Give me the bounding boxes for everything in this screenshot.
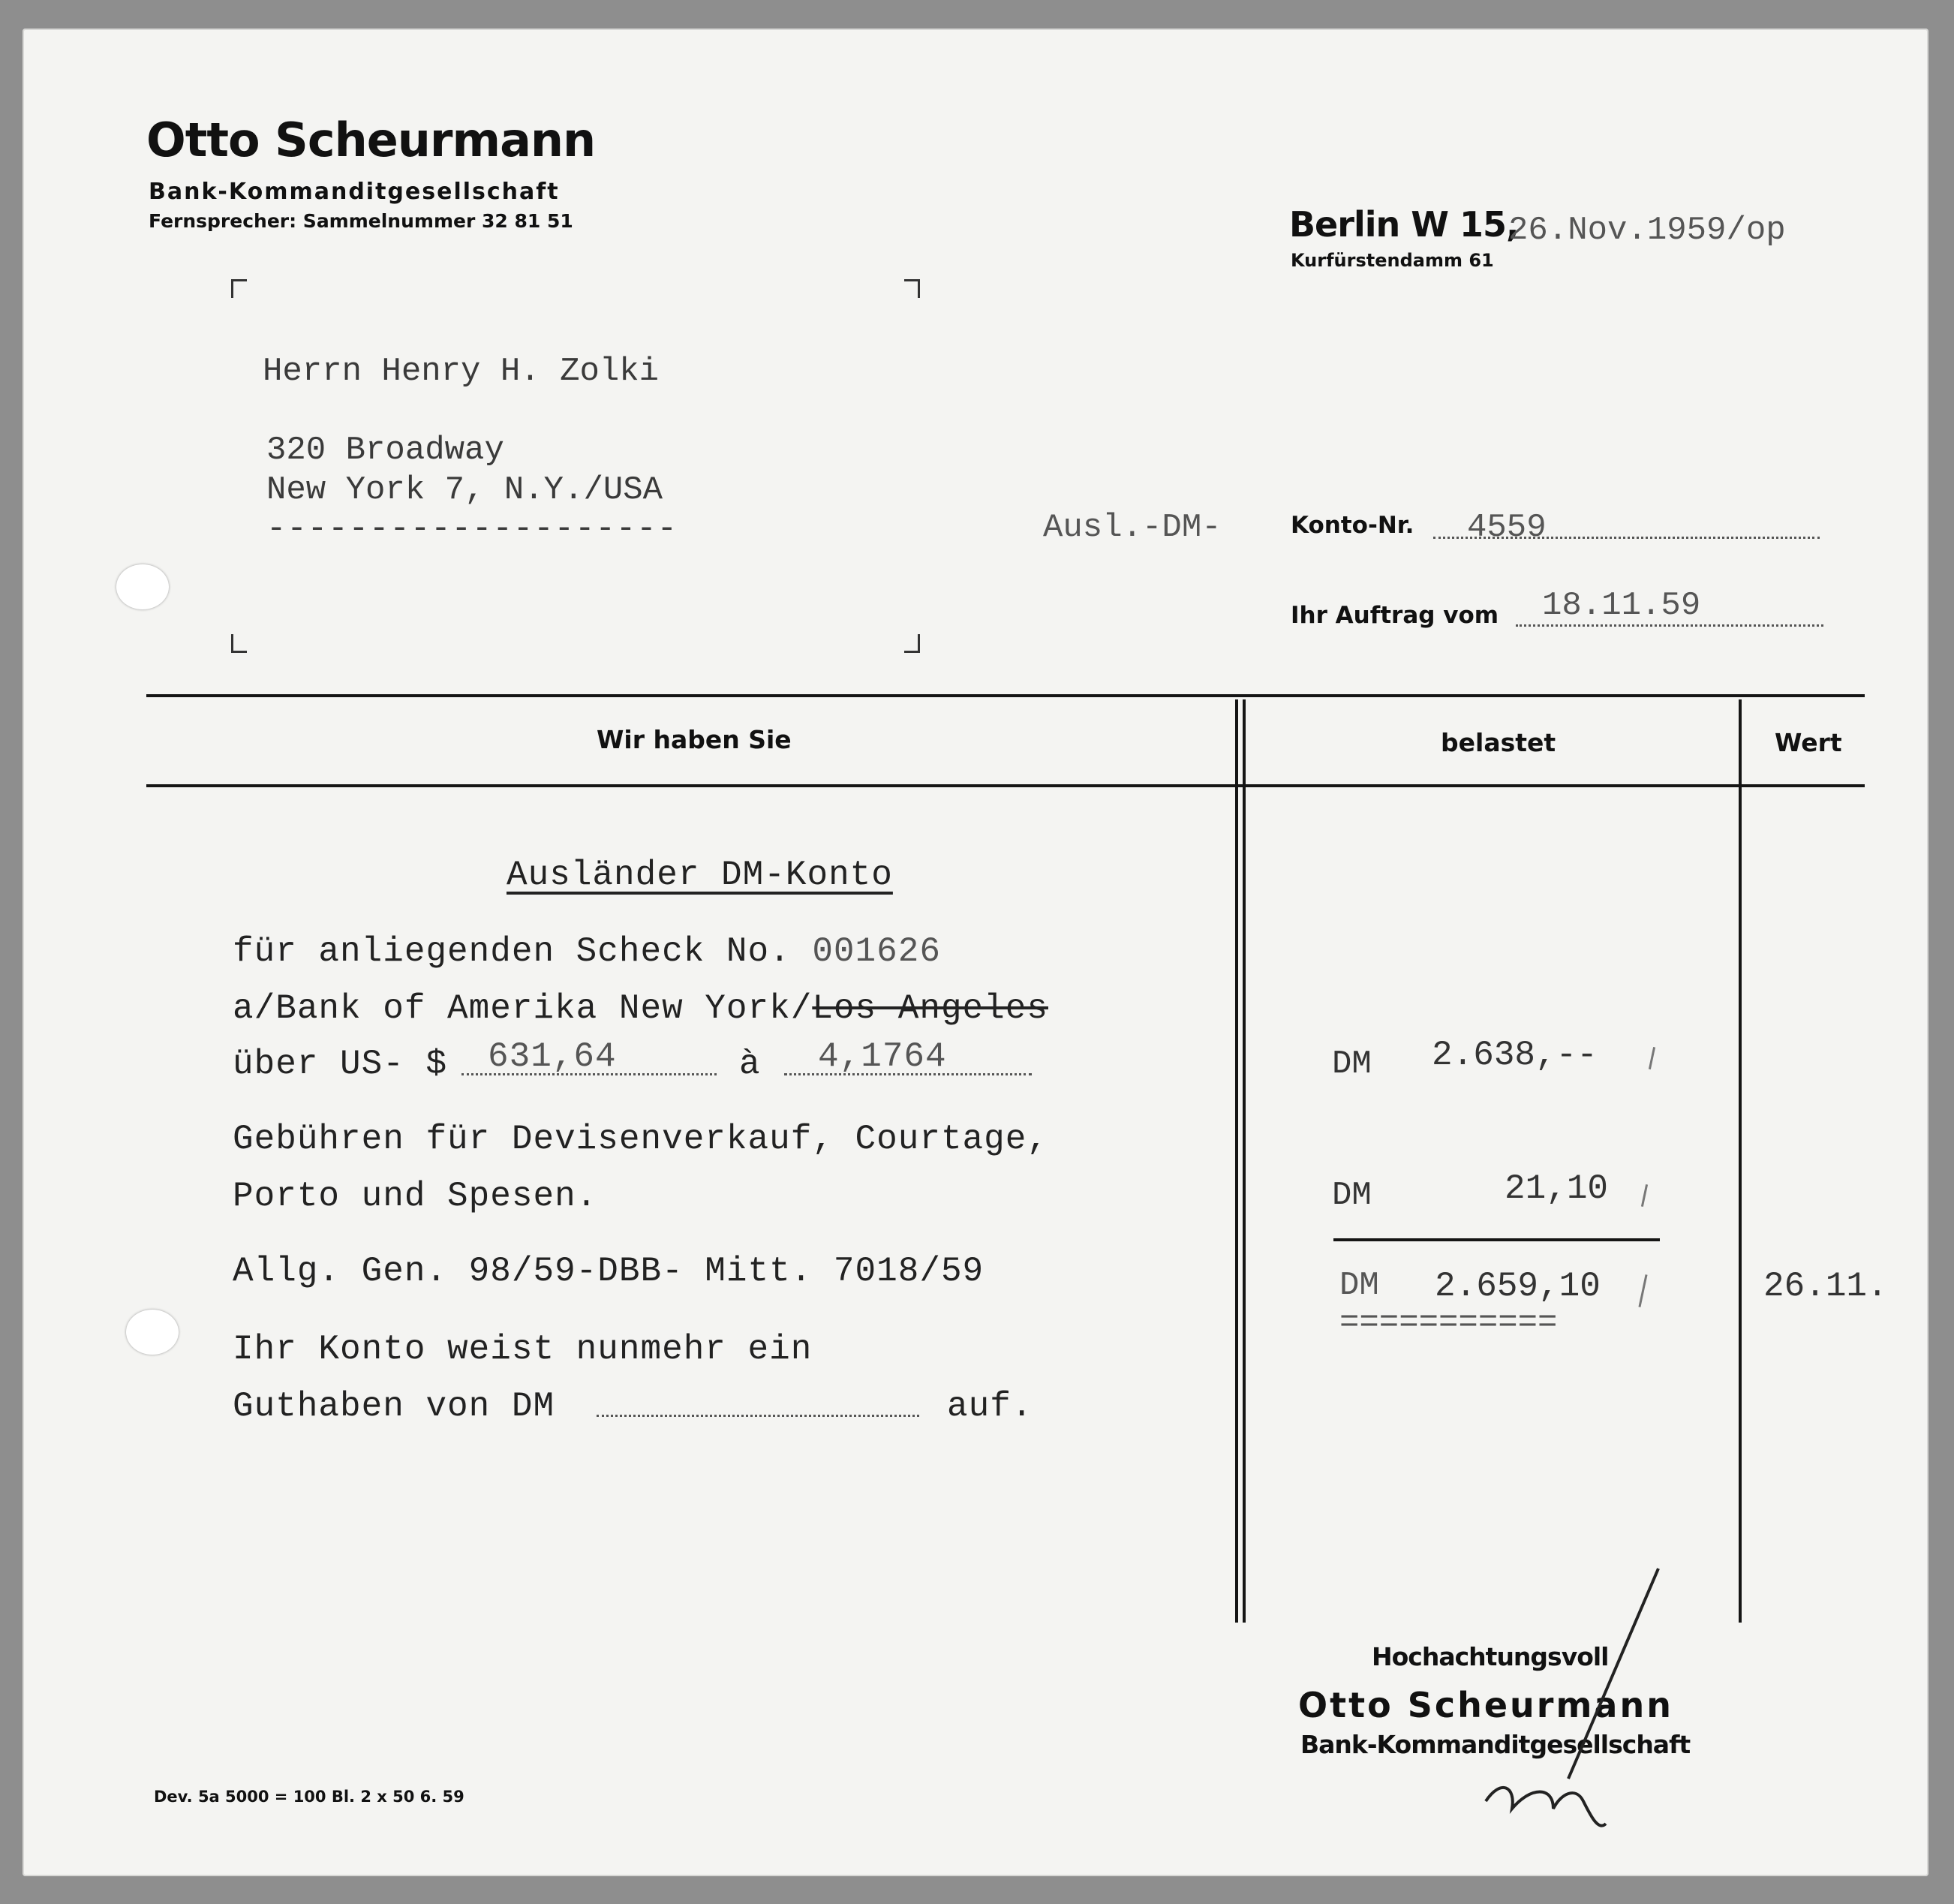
column-header-wert: Wert [1775,728,1842,757]
usd-line-prefix: über US- $ [233,1045,448,1084]
punch-hole-bottom [126,1310,179,1355]
usd-dotted-line [461,1073,717,1075]
usd-amount: 631,64 [488,1037,617,1076]
signature [1471,1561,1666,1846]
value-date: 26.11. [1763,1267,1888,1306]
address-corner-tl [231,279,247,298]
company-name: Otto Scheurmann [146,113,596,167]
fees-amount: 21,10 [1505,1169,1609,1208]
auftrag-value: 18.11.59 [1542,587,1701,624]
letter-date: 26.Nov.1959/op [1508,212,1786,249]
column-divider-double-b [1243,699,1246,1623]
total-currency: DM [1339,1267,1379,1304]
address-corner-br [904,634,920,653]
rate-sign: à [739,1045,761,1084]
closing-greeting: Hochachtungsvoll [1372,1642,1609,1671]
usd-line [233,1045,447,1084]
city: Berlin W 15, [1289,204,1519,245]
address-corner-bl [231,634,247,653]
konto-dotted-line [1433,537,1820,539]
column-header-belastet: belastet [1441,728,1556,757]
exchange-rate: 4,1764 [818,1037,947,1076]
konto-value: 4559 [1467,509,1547,546]
fees-line-1: Gebühren für Devisenverkauf, Courtage, [233,1120,1048,1159]
main-currency: DM [1332,1045,1372,1083]
table-header-rule [146,784,1865,787]
sum-rule [1333,1238,1660,1241]
fees-currency: DM [1332,1177,1372,1214]
auftrag-label: Ihr Auftrag vom [1291,602,1499,629]
recipient-name: Herrn Henry H. Zolki [263,353,660,390]
total-double-rule: =========== [1339,1304,1558,1342]
punch-hole-top [116,564,169,609]
closing-company: Otto Scheurmann [1298,1685,1673,1725]
closing-subtitle: Bank-Kommanditgesellschaft [1300,1730,1691,1759]
auftrag-dotted-line [1516,624,1823,627]
phone-number: Fernsprecher: Sammelnummer 32 81 51 [149,210,573,232]
recipient-street: 320 Broadway [266,432,504,469]
balance-line-1: Ihr Konto weist nunmehr ein [233,1330,813,1369]
bank-line-city: Los Angeles [812,989,1048,1028]
main-amount: 2.638,-- [1432,1036,1598,1075]
balance-dotted-line [597,1415,919,1417]
address-corner-tr [904,279,920,298]
table-top-rule [146,694,1865,697]
recipient-city: New York 7, N.Y./USA [266,471,663,509]
form-code: Dev. 5a 5000 = 100 Bl. 2 x 50 6. 59 [154,1788,464,1806]
cheque-line [233,932,941,971]
column-divider-double-a [1235,699,1238,1623]
bank-line [233,989,1048,1028]
balance-line-2-prefix: Guthaben von DM [233,1387,555,1426]
company-subtitle: Bank-Kommanditgesellschaft [149,179,560,205]
total-amount: 2.659,10 [1435,1267,1601,1306]
street-address: Kurfürstendamm 61 [1291,250,1494,271]
account-type: Ausl.-DM- [1043,509,1222,546]
column-divider-wert [1739,699,1742,1623]
recipient-underline: -------------------- [266,510,678,548]
fees-line-2: Porto und Spesen. [233,1177,598,1216]
balance-line-2-suffix: auf. [947,1387,1033,1426]
bank-line-prefix: a/Bank of Amerika New York/ [233,989,813,1028]
section-heading: Ausländer DM-Konto [507,856,893,895]
rate-dotted-line [784,1073,1032,1075]
column-header-description: Wir haben Sie [597,725,792,754]
authorization-line: Allg. Gen. 98/59-DBB- Mitt. 7018/59 [233,1252,985,1291]
cheque-line-prefix: für anliegenden Scheck No. [233,932,791,971]
konto-label: Konto-Nr. [1291,512,1414,539]
cheque-number: 001626 [812,932,941,971]
